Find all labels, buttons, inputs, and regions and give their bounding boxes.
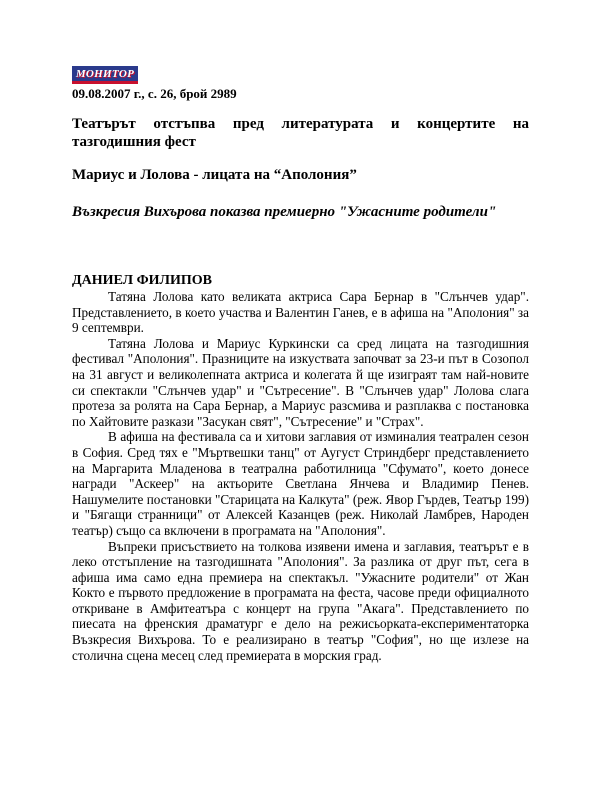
- paragraph: Татяна Лолова като великата актриса Сара Бернар в "Слънчев удар". Представлението, в което участва и Валентин Ганев, е в афиша на "Аполония" за 9 септември.: [72, 289, 529, 336]
- logo-text: МОНИТОР: [75, 67, 135, 80]
- monitor-logo: [72, 66, 138, 84]
- paragraph: Татяна Лолова и Мариус Куркински са сред лицата на тазгодишния фестивал "Аполония". Празниците на изкуствата започват за 23-и път в Созопол на 31 август и великолепната актриса и колегата й ще изиграят там най-новите си спектакли "Слънчев удар" и "Сътресение". В "Слънчев удар" Лолова слага протеза за ролята на Сара Бернар, а Мариус разсмива и разплаква с постановка по Хайтовите разкази "Засукан свят", "Сътресение" и "Страх".: [72, 335, 529, 429]
- article-title: Театърът отстъпва пред литературата и концертите на тазгодишния фест: [72, 116, 529, 150]
- article-body: [72, 289, 529, 663]
- source-line: 09.08.2007 г., с. 26, брой 2989: [72, 86, 237, 101]
- author-byline: ДАНИЕЛ ФИЛИПОВ: [72, 273, 212, 288]
- paragraph: Въпреки присъствието на толкова изявени имена и заглавия, театърът е в леко отстъпление на тазгодишната "Аполония". За разлика от друг път, сега в афиша има само една премиера на спектакъл. "Ужасните родители" от Жан Кокто е първото предложение в програмата на феста, часове преди официалното откриване в Амфитеатъра с концерт на група "Акага". Представлението по пиесата на френския драматург е дело на режисьорката-експериментаторка Възкресия Вихърова. То е реализирано в театър "София", но ще излезе на столична сцена месец след премиерата в морския град.: [72, 538, 529, 663]
- article-subtitle: Мариус и Лолова - лицата на “Аполония”: [72, 167, 357, 183]
- article-kicker: Възкресия Вихърова показва премиерно "Ужасните родители": [72, 204, 497, 220]
- paragraph: В афиша на фестивала са и хитови заглавия от изминалия театрален сезон в София. Сред тях е "Мъртвешки танц" от Аугуст Стриндберг представлението на Маргарита Младенова в театрална работилница "Сфумато", което донесе награди "Аскеер" на актьорите Светлана Янчева и Владимир Пенев. Нашумелите постановки "Старицата на Калкута" (реж. Явор Гърдев, Театър 199) и "Бягащи странници" от Алексей Казанцев (реж. Николай Ламбрев, Народен театър) също са включени в програмата на "Аполония".: [72, 429, 529, 538]
